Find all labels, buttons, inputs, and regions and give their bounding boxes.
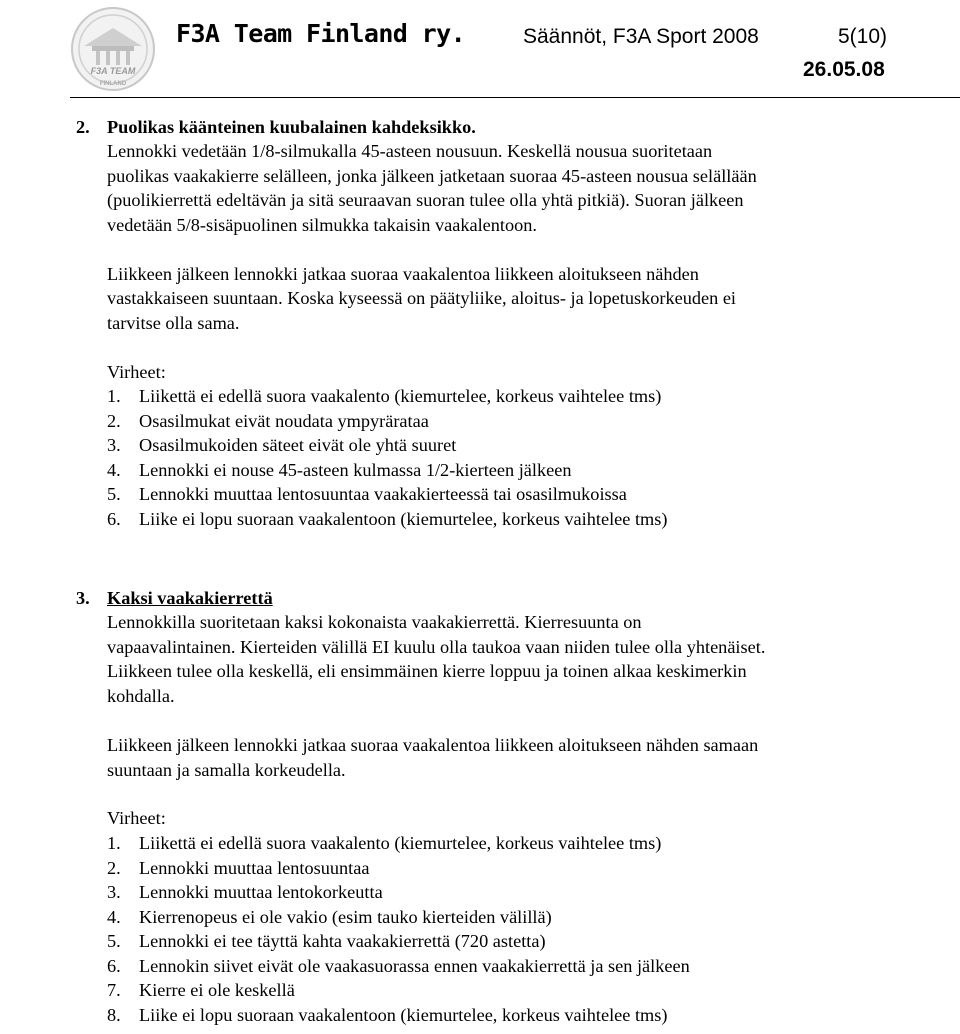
fault-item: 3. Lennokki muuttaa lentokorkeutta [107, 882, 383, 902]
f3a-team-finland-logo [70, 6, 156, 92]
paragraph-line: vedetään 5/8-sisäpuolinen silmukka takaisin vaakalentoon. [107, 215, 538, 235]
fault-item: 6. Liike ei lopu suoraan vaakalentoon (kiemurtelee, korkeus vaihtelee tms) [107, 509, 668, 529]
paragraph-line: vapaavalintainen. Kierteiden välillä EI kuulu olla taukoa vaan niiden tulee olla yhtenäiset. [107, 637, 766, 657]
fault-item: 4. Lennokki ei nouse 45-asteen kulmassa 1/2-kierteen jälkeen [107, 460, 572, 480]
page-header [0, 0, 960, 100]
fault-item: 1. Liikettä ei edellä suora vaakalento (kiemurtelee, korkeus vaihtelee tms) [107, 833, 662, 853]
section-number: 2. [76, 117, 90, 137]
fault-item: 5. Lennokki ei tee täyttä kahta vaakakierrettä (720 astetta) [107, 931, 546, 951]
fault-item: 5. Lennokki muuttaa lentosuuntaa vaakakierteessä tai osasilmukoissa [107, 484, 627, 504]
svg-text:FINLAND: FINLAND [99, 81, 127, 87]
document-title: Säännöt, F3A Sport 2008 [523, 25, 759, 48]
fault-item: 3. Osasilmukoiden säteet eivät ole yhtä suuret [107, 435, 457, 455]
paragraph-line: tarvitse olla sama. [107, 313, 240, 333]
fault-item: 7. Kierre ei ole keskellä [107, 980, 295, 1000]
fault-item: 1. Liikettä ei edellä suora vaakalento (kiemurtelee, korkeus vaihtelee tms) [107, 386, 662, 406]
fault-item: 2. Osasilmukat eivät noudata ympyrärataa [107, 411, 429, 431]
paragraph-line: puolikas vaakakierre selälleen, jonka jälkeen jatketaan suoraa 45-asteen nousua selällään [107, 166, 757, 186]
paragraph-line: Liikkeen tulee olla keskellä, eli ensimmäinen kierre loppuu ja toinen alkaa keskimerkin [107, 661, 747, 681]
paragraph-line: Lennokkilla suoritetaan kaksi kokonaista vaakakierrettä. Kierresuunta on [107, 612, 642, 632]
fault-item: 8. Liike ei lopu suoraan vaakalentoon (kiemurtelee, korkeus vaihtelee tms) [107, 1005, 668, 1025]
section-number: 3. [76, 588, 90, 608]
header-divider [70, 97, 960, 98]
paragraph-line: kohdalla. [107, 686, 175, 706]
paragraph-line: Liikkeen jälkeen lennokki jatkaa suoraa vaakalentoa liikkeen aloitukseen nähden samaan [107, 735, 759, 755]
paragraph-line: suuntaan ja samalla korkeudella. [107, 760, 346, 780]
fault-item: 4. Kierrenopeus ei ole vakio (esim tauko kierteiden välillä) [107, 907, 552, 927]
page-number: 5(10) [838, 25, 888, 48]
section-title: Kaksi vaakakierrettä [107, 588, 273, 608]
fault-item: 2. Lennokki muuttaa lentosuuntaa [107, 858, 370, 878]
paragraph-line: (puolikierrettä edeltävän ja sitä seuraavan suoran tulee olla yhtä pitkiä). Suoran jälkeen [107, 190, 744, 210]
paragraph-line: vastakkaiseen suuntaan. Koska kyseessä on päätyliike, aloitus- ja lopetuskorkeuden ei [107, 288, 737, 308]
paragraph-line: Lennokki vedetään 1/8-silmukalla 45-asteen nousuun. Keskellä nousua suoritetaan [107, 141, 713, 161]
faults-label: Virheet: [107, 808, 166, 828]
svg-text:F3A TEAM: F3A TEAM [90, 66, 136, 76]
faults-label: Virheet: [107, 362, 166, 382]
paragraph-line: Liikkeen jälkeen lennokki jatkaa suoraa vaakalentoa liikkeen aloitukseen nähden [107, 264, 699, 284]
section-title: Puolikas käänteinen kuubalainen kahdeksikko. [107, 117, 476, 137]
fault-item: 6. Lennokin siivet eivät ole vaakasuorassa ennen vaakakierrettä ja sen jälkeen [107, 956, 690, 976]
organization-title: F3A Team Finland ry. [176, 19, 466, 48]
document-date: 26.05.08 [803, 58, 885, 81]
